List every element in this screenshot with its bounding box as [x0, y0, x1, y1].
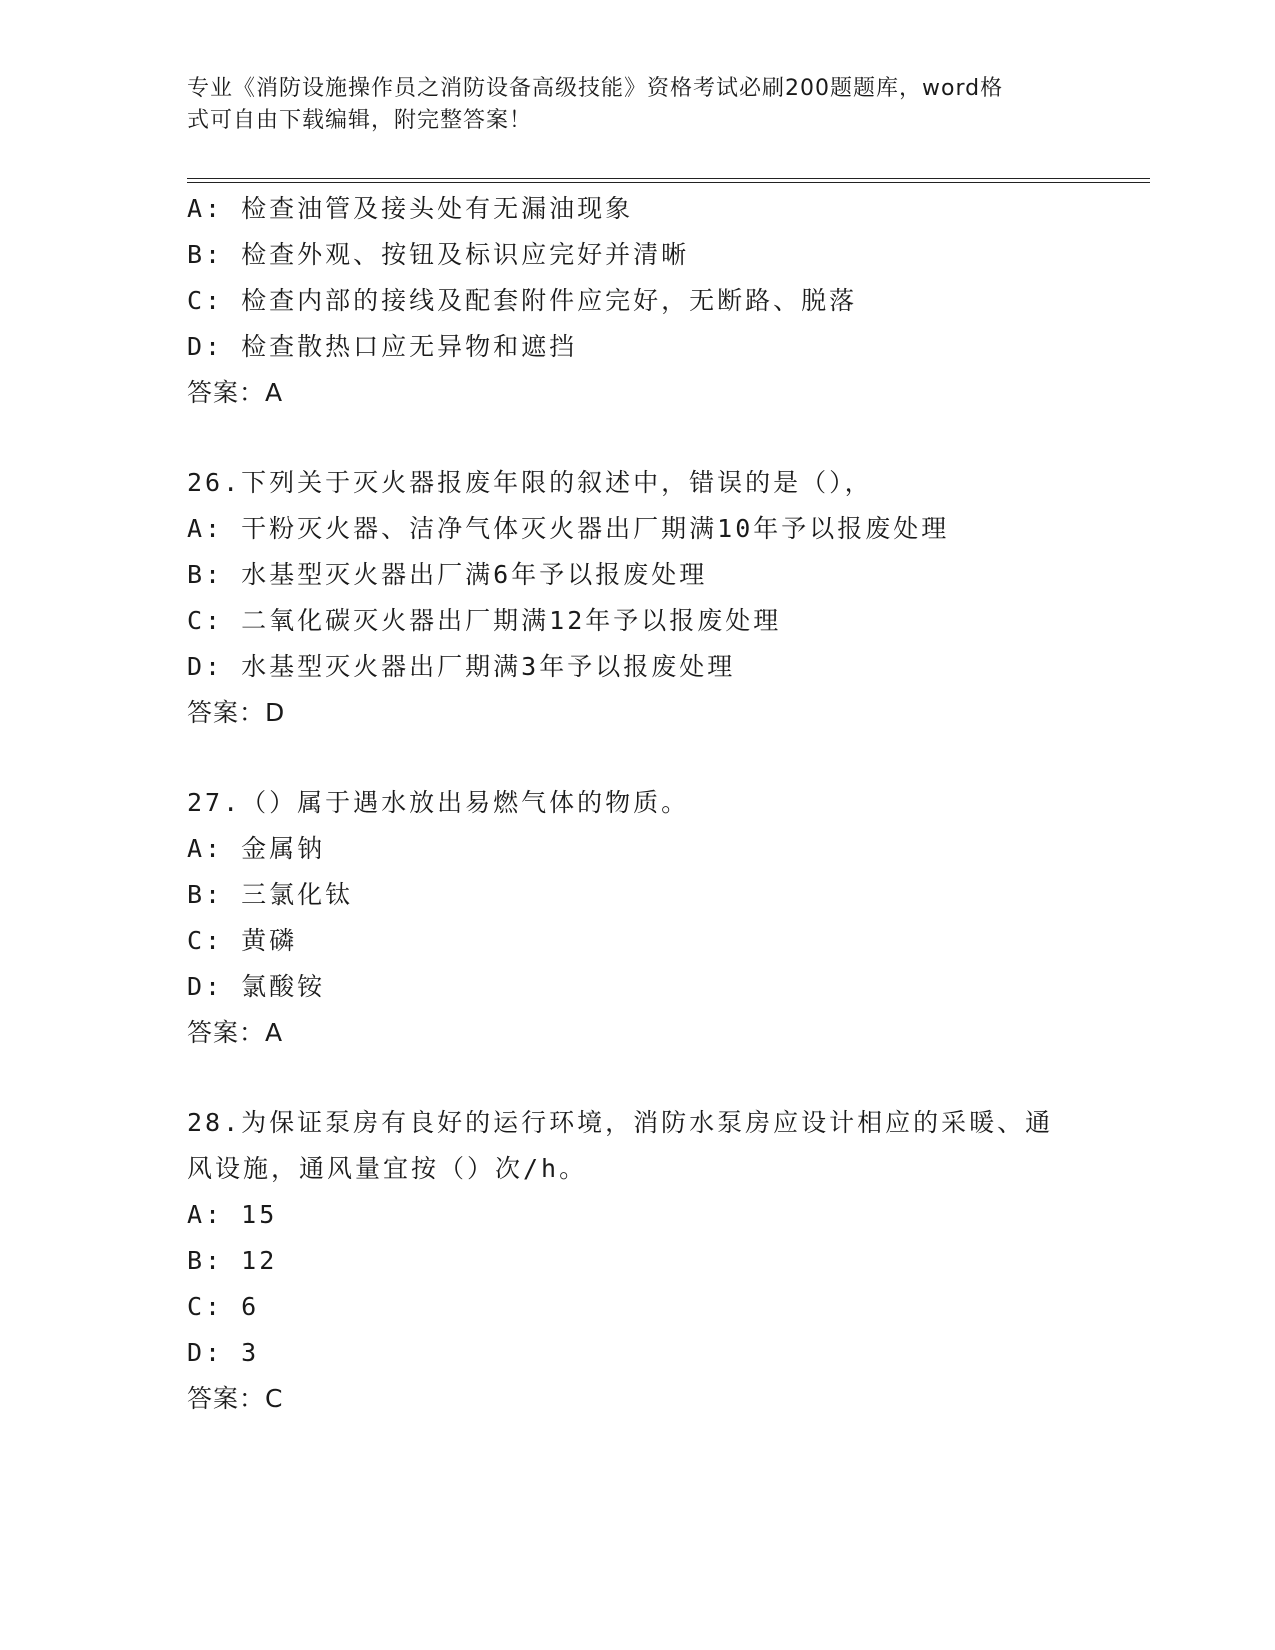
header-line-2: 式可自由下载编辑，附完整答案！: [187, 108, 533, 133]
spacer: [187, 736, 1087, 780]
option-b: B: 12: [187, 1246, 278, 1275]
question-25: [187, 186, 1087, 416]
option-a: A: 15: [187, 1200, 278, 1229]
question-stem: 27.（）属于遇水放出易燃气体的物质。: [187, 788, 690, 817]
option-d: D: 检查散热口应无异物和遮挡: [187, 332, 578, 361]
option-a: A: 金属钠: [187, 834, 326, 863]
option-d: D: 3: [187, 1338, 260, 1367]
question-stem-line-2: 风设施，通风量宜按（）次/h。: [187, 1154, 588, 1183]
header-line-1: 专业《消防设施操作员之消防设备高级技能》资格考试必刷200题题库，word格: [187, 76, 1004, 101]
spacer: [187, 416, 1087, 460]
answer: 答案：A: [187, 378, 284, 407]
question-27: [187, 780, 1087, 1056]
question-28: [187, 1100, 1087, 1422]
answer: 答案：C: [187, 1384, 284, 1413]
option-d: D: 氯酸铵: [187, 972, 326, 1001]
option-c: C: 检查内部的接线及配套附件应完好，无断路、脱落: [187, 286, 858, 315]
spacer: [187, 1056, 1087, 1100]
option-d: D: 水基型灭火器出厂期满3年予以报废处理: [187, 652, 736, 681]
question-list: [187, 186, 1087, 1422]
question-26: [187, 460, 1087, 736]
option-c: C: 6: [187, 1292, 260, 1321]
question-stem: 26.下列关于灭火器报废年限的叙述中，错误的是（），: [187, 468, 873, 497]
option-b: B: 水基型灭火器出厂满6年予以报废处理: [187, 560, 708, 589]
option-b: B: 检查外观、按钮及标识应完好并清晰: [187, 240, 690, 269]
option-b: B: 三氯化钛: [187, 880, 354, 909]
option-c: C: 黄磷: [187, 926, 298, 955]
option-a: A: 干粉灭火器、洁净气体灭火器出厂期满10年予以报废处理: [187, 514, 950, 543]
document-header: [187, 73, 1067, 137]
option-c: C: 二氧化碳灭火器出厂期满12年予以报废处理: [187, 606, 782, 635]
answer: 答案：A: [187, 1018, 284, 1047]
header-divider: [187, 178, 1150, 183]
question-stem-line-1: 28.为保证泵房有良好的运行环境，消防水泵房应设计相应的采暖、通: [187, 1108, 1054, 1137]
answer: 答案：D: [187, 698, 286, 727]
option-a: A: 检查油管及接头处有无漏油现象: [187, 194, 634, 223]
